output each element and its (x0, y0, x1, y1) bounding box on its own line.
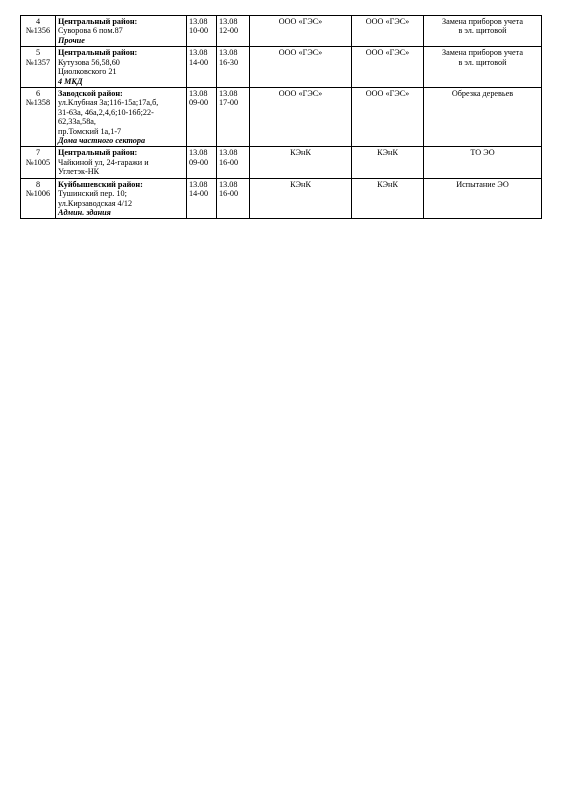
start-time-cell (187, 178, 217, 219)
object-category: 4 МКД (58, 76, 83, 86)
owner-org: КЭнК (290, 148, 311, 158)
address-line: 62,33а,58а, (58, 117, 96, 127)
end-line: 13.08 (219, 88, 238, 98)
district-name: Куйбышевский район: (58, 179, 143, 189)
start-time-cell (187, 47, 217, 88)
end-time-cell (217, 178, 250, 219)
start-line: 14-00 (189, 57, 209, 67)
address-line: Углетэк-НК (58, 167, 100, 177)
executor-cell (352, 16, 424, 47)
start-line: 13.08 (189, 48, 208, 58)
address-line: Суворова 6 пом.87 (58, 26, 123, 36)
request-id: №1357 (25, 57, 51, 67)
end-line: 17-00 (219, 98, 239, 108)
owner-cell (250, 147, 352, 178)
executor-cell (352, 87, 424, 147)
end-line: 13.08 (219, 148, 238, 158)
outage-schedule-table (20, 15, 542, 219)
owner-cell (250, 178, 352, 219)
work-cell (424, 16, 542, 47)
address-line: ул.Кирзаводская 4/12 (58, 198, 133, 208)
row-number: 6 (35, 88, 41, 98)
end-line: 16-00 (219, 157, 239, 167)
object-category: Админ. здания (58, 208, 111, 218)
request-id: №1006 (25, 189, 51, 199)
start-line: 09-00 (189, 157, 209, 167)
end-time-cell (217, 16, 250, 47)
address-cell (56, 16, 187, 47)
work-line: Замена приборов учета (442, 17, 523, 26)
table-row (21, 178, 542, 219)
address-cell (56, 178, 187, 219)
address-line: Кутузова 56,58,60 (58, 57, 120, 67)
district-name: Центральный район: (58, 48, 138, 58)
row-number: 7 (35, 148, 41, 158)
table-row (21, 87, 542, 147)
start-line: 09-00 (189, 98, 209, 108)
table-body (21, 16, 542, 219)
owner-org: ООО «ГЭС» (278, 48, 323, 58)
request-id: №1005 (25, 157, 51, 167)
address-cell (56, 47, 187, 88)
address-line: пр.Томский 1а,1-7 (58, 126, 122, 136)
work-cell (424, 87, 542, 147)
end-line: 16-30 (219, 57, 239, 67)
owner-org: КЭнК (290, 179, 311, 189)
work-line: Обрезка деревьев (451, 88, 514, 98)
address-line: Тушинский пер. 10; (58, 189, 127, 199)
table-row (21, 47, 542, 88)
row-number: 8 (35, 179, 41, 189)
address-cell (56, 87, 187, 147)
end-time-cell (217, 47, 250, 88)
table-row (21, 16, 542, 47)
start-time-cell (187, 147, 217, 178)
row-number: 5 (35, 48, 41, 58)
address-cell (56, 147, 187, 178)
owner-org: ООО «ГЭС» (278, 88, 323, 98)
district-name: Центральный район: (58, 17, 138, 26)
end-time-cell (217, 147, 250, 178)
table-row (21, 147, 542, 178)
address-line: Чайкиной ул, 24-гаражи и (58, 157, 149, 167)
owner-org: ООО «ГЭС» (278, 17, 323, 26)
executor-org: КЭнК (377, 148, 398, 158)
executor-org: ООО «ГЭС» (365, 88, 410, 98)
object-category: Прочие (58, 35, 85, 45)
request-id: №1358 (25, 98, 51, 108)
executor-org: ООО «ГЭС» (365, 17, 410, 26)
row-number-cell (21, 47, 56, 88)
row-number-cell (21, 87, 56, 147)
work-line: ТО ЭО (470, 148, 495, 158)
object-category: Дома частного сектора (58, 136, 146, 146)
start-line: 14-00 (189, 189, 209, 199)
end-line: 13.08 (219, 48, 238, 58)
work-cell (424, 47, 542, 88)
work-line: в эл. щитовой (458, 26, 507, 36)
end-line: 16-00 (219, 189, 239, 199)
end-line: 13.08 (219, 179, 238, 189)
start-line: 13.08 (189, 148, 208, 158)
executor-cell (352, 178, 424, 219)
row-number: 4 (35, 17, 41, 26)
row-number-cell (21, 178, 56, 219)
work-line: Испытание ЭО (456, 179, 509, 189)
executor-org: КЭнК (377, 179, 398, 189)
district-name: Заводской район: (58, 88, 123, 98)
request-id: №1356 (25, 26, 51, 36)
row-number-cell (21, 147, 56, 178)
work-line: в эл. щитовой (458, 57, 507, 67)
start-line: 13.08 (189, 88, 208, 98)
start-line: 13.08 (189, 17, 208, 26)
address-line: 31-63а, 46а,2,4,6;10-16б;22- (58, 107, 154, 117)
executor-cell (352, 147, 424, 178)
end-time-cell (217, 87, 250, 147)
owner-cell (250, 47, 352, 88)
end-line: 12-00 (219, 26, 239, 36)
executor-org: ООО «ГЭС» (365, 48, 410, 58)
district-name: Центральный район: (58, 148, 138, 158)
address-line: ул.Клубная 3а;116-15а;17а,б, (58, 98, 159, 108)
start-line: 10-00 (189, 26, 209, 36)
owner-cell (250, 87, 352, 147)
work-cell (424, 147, 542, 178)
start-line: 13.08 (189, 179, 208, 189)
work-cell (424, 178, 542, 219)
start-time-cell (187, 87, 217, 147)
row-number-cell (21, 16, 56, 47)
work-line: Замена приборов учета (442, 48, 523, 58)
end-line: 13.08 (219, 17, 238, 26)
start-time-cell (187, 16, 217, 47)
executor-cell (352, 47, 424, 88)
address-line: Циолковского 21 (58, 67, 117, 77)
owner-cell (250, 16, 352, 47)
